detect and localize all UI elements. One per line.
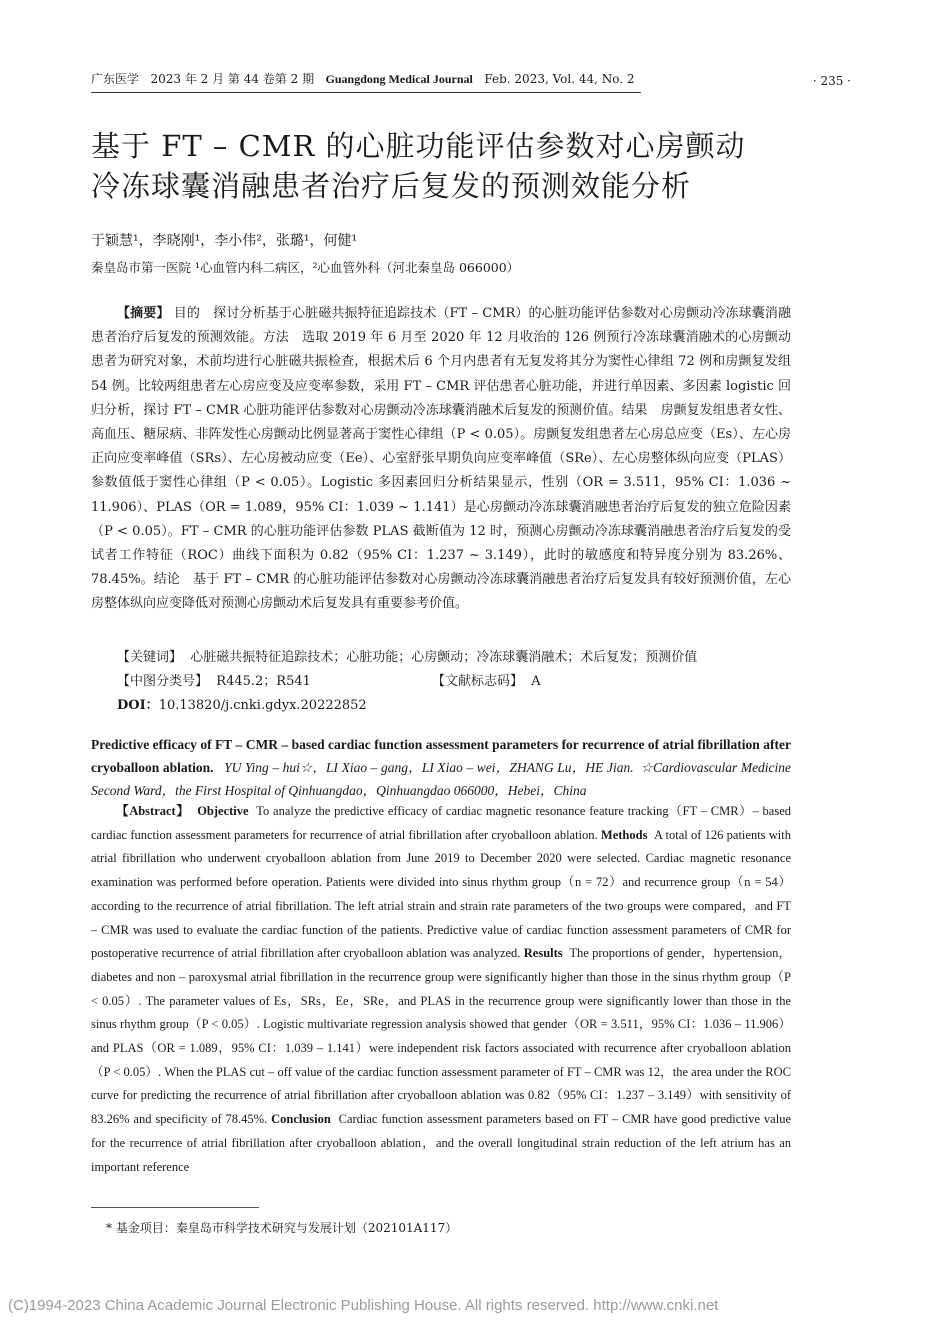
- affiliation: 秦皇岛市第一医院 ¹心血管内科二病区，²心血管外科（河北秦皇岛 066000）: [91, 260, 520, 275]
- header-rule: [91, 92, 641, 93]
- results-text: The proportions of gender，hypertension，diabetes and non – paroxysmal atrial fibrillation in the recurrence group were significantly higher than those in the sinus rhythm group（P < 0.05）. The parameter values of Es，SRs，Ee，SRe，and PLAS in the recurrence group were significantly lower than those in the sinus rhythm group（P < 0.05）. Logistic multivariate regression analysis showed that gender（OR = 3.511，95% CI：1.036 – 11.906）and PLAS（OR = 1.089，95% CI：1.039 – 1.141）were independent risk factors associated with recurrence after cryoballoon ablation（P < 0.05）. When the PLAS cut – off value of the cardiac function assessment parameter of FT – CMR was 12，the area under the ROC curve for predicting the recurrence of atrial fibrillation after cryoballoon ablation was 0.82（95% CI：1.237 – 3.149）with sensitivity of 83.26% and specificity of 78.45%.: [91, 946, 792, 1127]
- english-authors: YU Ying – hui☆，LI Xiao – gang，LI Xiao – wei，ZHANG Lu，HE Jian.: [224, 760, 634, 775]
- authors: 于颖慧¹，李晓刚¹，李小伟²，张璐¹，何健¹: [91, 233, 358, 249]
- abstract-en: [91, 800, 791, 1179]
- footnote-rule: [91, 1207, 259, 1208]
- keywords-line: [117, 646, 697, 665]
- doi: 10.13820/j.cnki.gdyx.20222852: [158, 698, 367, 713]
- doi-label: DOI：: [117, 698, 159, 713]
- conclusion-text: Cardiac function assessment parameters based on FT – CMR have good predictive value for the recurrence of atrial fibrillation after cryoballoon ablation，and the overall longitudinal strain reduction of the left atrium has an important reference: [91, 1112, 792, 1174]
- doc-code: A: [531, 674, 541, 689]
- title-line-2: 冷冻球囊消融患者治疗后复发的预测效能分析: [91, 169, 692, 203]
- english-title-block: [91, 733, 791, 802]
- clc-code: R445.2；R541: [216, 674, 311, 689]
- issue-cn: 2023 年 2 月 第 44 卷第 2 期: [150, 72, 315, 86]
- doc-code-label: 【文献标志码】: [432, 674, 524, 689]
- copyright-watermark: (C)1994-2023 China Academic Journal Electronic Publishing House. All rights reserved. http://www.cnki.net: [8, 1297, 719, 1314]
- page-title: [91, 126, 851, 206]
- objective-label: Objective: [197, 804, 249, 818]
- objective-text: To analyze the predictive efficacy of cardiac magnetic resonance feature tracking（FT – CMR）– based cardiac function assessment parameters for recurrence of atrial fibrillation after cryoballoon ablation.: [91, 804, 791, 842]
- journal-name-en: Guangdong Medical Journal: [325, 72, 473, 86]
- header-left: [91, 70, 635, 87]
- methods-label: Methods: [600, 827, 648, 842]
- results-label: Results: [523, 946, 563, 961]
- methods-text: A total of 126 patients with atrial fibrillation who underwent cryoballoon ablation from June 2019 to December 2020 were selected. Cardiac magnetic resonance examination was performed before operation. Patients were divided into sinus rhythm group（n = 72）and recurrence group（n = 54）according to the recurrence of atrial fibrillation. The left atrial strain and strain rate parameters of the two groups were compared，and FT – CMR was used to evaluate the cardiac function of the patients. Predictive value of cardiac function assessment parameters of CMR for postoperative recurrence of atrial fibrillation after cryoballoon ablation was analyzed.: [91, 827, 792, 961]
- conclusion-label: Conclusion: [271, 1112, 331, 1127]
- issue-en: Feb. 2023, Vol. 44, No. 2: [484, 72, 635, 86]
- title-line-1: 基于 FT – CMR 的心脏功能评估参数对心房颤动: [91, 129, 746, 163]
- keywords: 心脏磁共振特征追踪技术；心脏功能；心房颤动；冷冻球囊消融术；术后复发；预测价值: [190, 650, 698, 665]
- document-code-line: [432, 670, 541, 689]
- running-header: [91, 70, 851, 90]
- page-number: · 235 ·: [812, 74, 851, 88]
- journal-name-cn: 广东医学: [91, 72, 140, 86]
- keywords-label: 【关键词】: [117, 650, 183, 665]
- footnote: * 基金项目：秦皇岛市科学技术研究与发展计划（202101A117）: [106, 1221, 458, 1235]
- english-affiliation: ☆Cardiovascular Medicine Second Ward，the First Hospital of Qinhuangdao，Qinhuangdao 066000，Hebei，China: [91, 760, 792, 798]
- clc-label: 【中图分类号】: [117, 674, 209, 689]
- doi-line: [117, 694, 367, 713]
- english-title: Predictive efficacy of FT – CMR – based cardiac function assessment parameters for recurrence of atrial fibrillation after cryoballoon ablation.: [91, 737, 791, 775]
- abstract-en-label: 【Abstract】: [116, 804, 190, 818]
- abstract-zh-label: 【摘要】: [117, 306, 170, 321]
- abstract-zh-text: 目的 探讨分析基于心脏磁共振特征追踪技术（FT – CMR）的心脏功能评估参数对心房颤动冷冻球囊消融患者治疗后复发的预测效能。方法 选取 2019 年 6 月至 2020 年 12 月收治的 126 例预行冷冻球囊消融术的心房颤动患者为研究对象，术前均进行心脏磁共振检查，根据术后 6 个月内患者有无复发将其分为窦性心律组 72 例和房颤复发组 54 例。比较两组患者左心房应变及应变率参数，采用 FT – CMR 评估患者心脏功能，并进行单因素、多因素 logistic 回归分析，探讨 FT – CMR 心脏功能评估参数对心房颤动冷冻球囊消融术后复发的预测价值。结果 房颤复发组患者女性、高血压、糖尿病、非阵发性心房颤动比例显著高于窦性心律组（P < 0.05）。房颤复发组患者左心房总应变（Es）、左心房正向应变率峰值（SRs）、左心房被动应变（Ee）、心室舒张早期负向应变率峰值（SRe）、左心房整体纵向应变（PLAS）参数值低于窦性心律组（P < 0.05）。Logistic 多因素回归分析结果显示，性别（OR = 3.511，95% CI：1.036 ~ 11.906）、PLAS（OR = 1.089，95% CI：1.039 ~ 1.141）是心房颤动冷冻球囊消融患者治疗后复发的独立危险因素（P < 0.05）。FT – CMR 的心脏功能评估参数 PLAS 截断值为 12 时，预测心房颤动冷冻球囊消融患者治疗后复发的受试者工作特征（ROC）曲线下面积为 0.82（95% CI：1.237 ~ 3.149），此时的敏感度和特异度分别为 83.26%、78.45%。结论 基于 FT – CMR 的心脏功能评估参数对心房颤动冷冻球囊消融患者治疗后复发具有较好预测价值，左心房整体纵向应变降低对预测心房颤动术后复发具有重要参考价值。: [91, 306, 791, 612]
- abstract-zh: [91, 302, 791, 617]
